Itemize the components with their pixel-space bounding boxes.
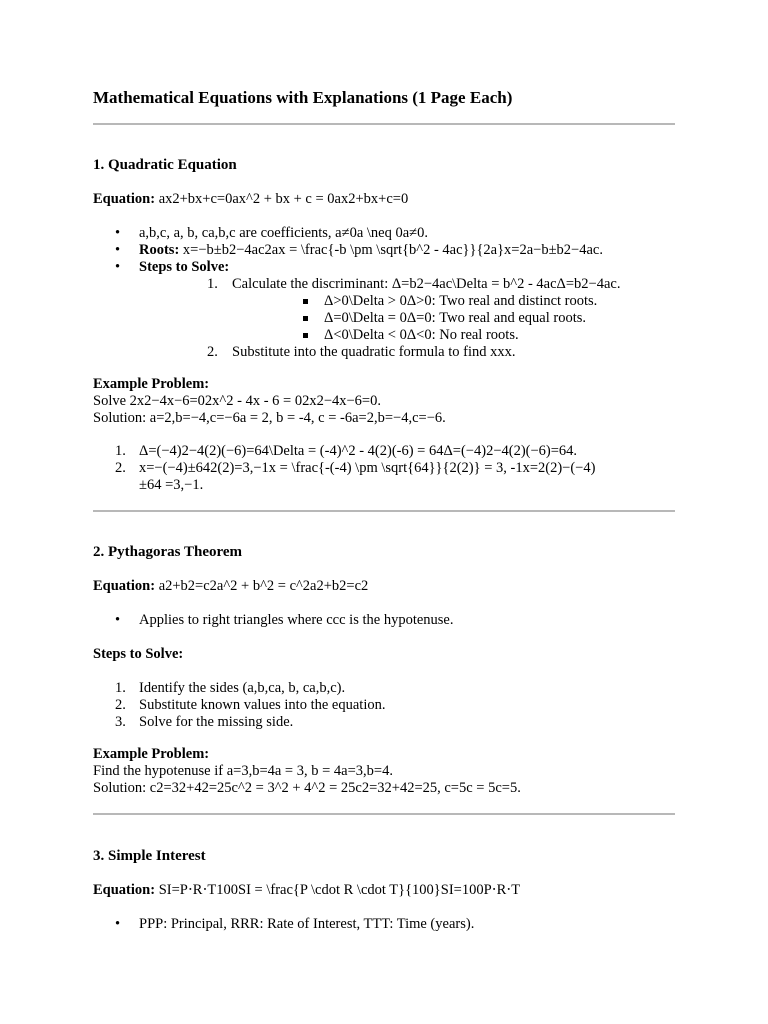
- equation-text: a2+b2=c2a^2 + b^2 = c^2a2+b2=c2: [155, 578, 369, 594]
- step-item: [93, 697, 675, 714]
- step-text: Calculate the discriminant: Δ=b2−4ac\Delta = b^2 - 4acΔ=b2−4ac.: [232, 276, 621, 292]
- sub-item-text: Δ=0\Delta = 0Δ=0: Two real and equal roots.: [324, 310, 587, 326]
- solution-text: Δ=(−4)2−4(2)(−6)=64\Delta = (-4)^2 - 4(2)(-6) = 64Δ=(−4)2−4(2)(−6)=64.: [139, 443, 578, 459]
- quadratic-equation-line: [93, 191, 675, 208]
- step-text: Identify the sides (a,b,ca, b, ca,b,c).: [139, 680, 346, 696]
- solution-text: x=−(−4)±642(2)=3,−1x = \frac{-(-4) \pm \sqrt{64}}{2(2)} = 3, -1x=2(2)−(−4)±64 =3,−1.: [139, 460, 596, 493]
- divider: [93, 510, 675, 512]
- solution-number: 1.: [115, 443, 126, 459]
- equation-text: ax2+bx+c=0ax^2 + bx + c = 0ax2+bx+c=0: [155, 191, 409, 207]
- quadratic-example: [93, 376, 675, 427]
- list-item: [93, 225, 675, 242]
- step-item: [185, 276, 675, 344]
- section-quadratic: [93, 157, 675, 174]
- sub-item: [279, 293, 675, 310]
- sub-item-text: Δ>0\Delta > 0Δ>0: Two real and distinct roots.: [324, 293, 598, 309]
- section-heading: 2. Pythagoras Theorem: [93, 544, 243, 560]
- pythagoras-steps-heading: [93, 646, 675, 663]
- equation-label: Equation:: [93, 882, 156, 898]
- example-label: Example Problem:: [93, 376, 210, 392]
- steps-label: Steps to Solve:: [139, 259, 230, 275]
- step-number: 2.: [207, 344, 218, 360]
- roots-text: x=−b±b2−4ac2ax = \frac{-b \pm \sqrt{b^2 - 4ac}}{2a}x=2a−b±b2−4ac.: [179, 242, 603, 258]
- sub-item-text: Δ<0\Delta < 0Δ<0: No real roots.: [324, 327, 519, 343]
- list-item: [93, 242, 675, 259]
- pythagoras-example: [93, 746, 675, 797]
- steps-label: Steps to Solve:: [93, 646, 184, 662]
- document-title: Mathematical Equations with Explanations (1 Page Each): [93, 88, 513, 107]
- list-item: [93, 916, 675, 933]
- list-item: [93, 259, 675, 361]
- solution-item: [93, 443, 675, 460]
- list-item-text: PPP: Principal, RRR: Rate of Interest, TTT: Time (years).: [139, 916, 475, 932]
- roots-label: Roots:: [139, 242, 180, 258]
- example-line: Solve 2x2−4x−6=02x^2 - 4x - 6 = 02x2−4x−6=0.: [93, 393, 381, 409]
- pythagoras-equation-line: [93, 578, 675, 595]
- step-item: [93, 714, 675, 731]
- step-number: 3.: [115, 714, 126, 730]
- quadratic-solution-list: [93, 443, 675, 494]
- pythagoras-bullets: [93, 612, 675, 629]
- section-heading: 3. Simple Interest: [93, 848, 206, 864]
- equation-text: SI=P⋅R⋅T100SI = \frac{P \cdot R \cdot T}{100}SI=100P⋅R⋅T: [155, 882, 521, 898]
- sub-item: [279, 310, 675, 327]
- interest-bullets: [93, 916, 675, 933]
- example-line: Solution: c2=32+42=25c^2 = 3^2 + 4^2 = 25c2=32+42=25, c=5c = 5c=5.: [93, 780, 521, 796]
- step-number: 1.: [115, 680, 126, 696]
- interest-equation-line: [93, 882, 675, 899]
- pythagoras-steps: [93, 680, 675, 731]
- solution-item: [93, 460, 609, 494]
- section-simple-interest: [93, 848, 675, 865]
- quadratic-bullets: [93, 225, 675, 361]
- list-item-text: Applies to right triangles where ccc is the hypotenuse.: [139, 612, 454, 628]
- divider: [93, 813, 675, 815]
- example-line: Solution: a=2,b=−4,c=−6a = 2, b = -4, c = -6a=2,b=−4,c=−6.: [93, 410, 446, 426]
- step-text: Solve for the missing side.: [139, 714, 294, 730]
- step-item: [185, 344, 675, 361]
- list-item-text: a,b,c, a, b, ca,b,c are coefficients, a≠0a \neq 0a≠0.: [139, 225, 428, 241]
- section-pythagoras: [93, 544, 675, 561]
- divider: [93, 123, 675, 125]
- example-label: Example Problem:: [93, 746, 210, 762]
- equation-label: Equation:: [93, 578, 156, 594]
- step-number: 2.: [115, 697, 126, 713]
- equation-label: Equation:: [93, 191, 156, 207]
- step-item: [93, 680, 675, 697]
- list-item: [93, 612, 675, 629]
- step-number: 1.: [207, 276, 218, 292]
- solution-number: 2.: [115, 460, 126, 476]
- section-heading: 1. Quadratic Equation: [93, 157, 237, 173]
- sub-item: [279, 327, 675, 344]
- step-text: Substitute into the quadratic formula to find xxx.: [232, 344, 516, 360]
- step-text: Substitute known values into the equation.: [139, 697, 386, 713]
- example-line: Find the hypotenuse if a=3,b=4a = 3, b = 4a=3,b=4.: [93, 763, 393, 779]
